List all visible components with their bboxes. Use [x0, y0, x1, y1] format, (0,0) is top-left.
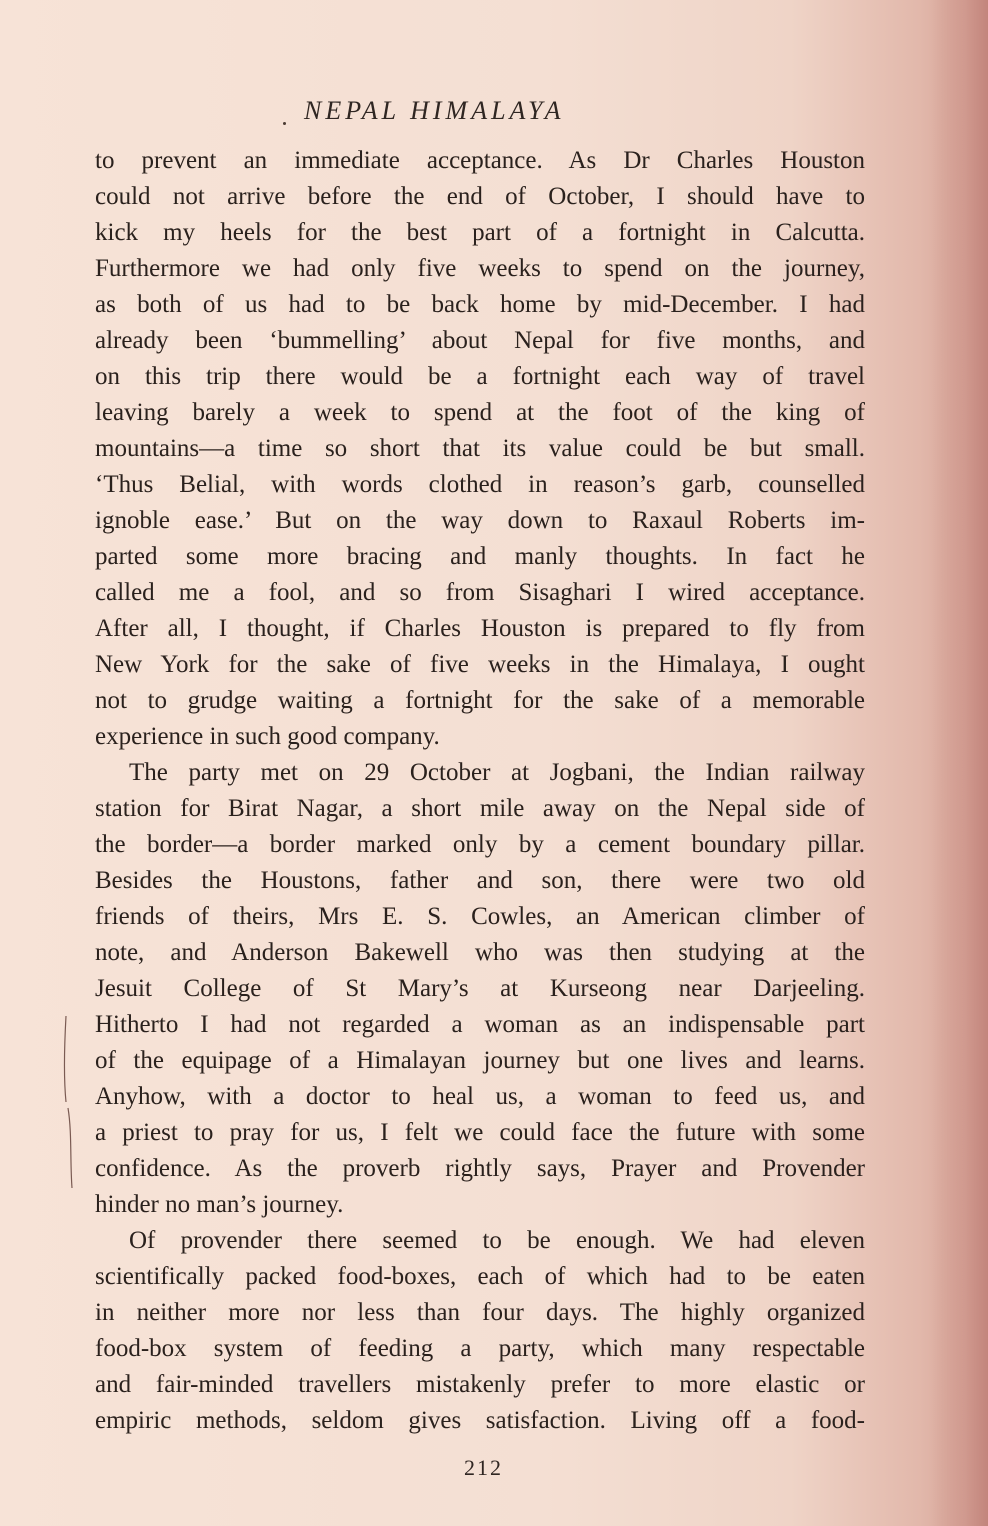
text-line: to prevent an immediate acceptance. As Dr Charles Houston — [95, 147, 865, 174]
text-line: ignoble ease.’ But on the way down to Raxaul Roberts im- — [95, 507, 865, 534]
page-gutter-shadow — [930, 0, 988, 1526]
text-line: not to grudge waiting a fortnight for the sake of a memorable — [95, 687, 865, 714]
text-line: parted some more bracing and manly thoughts. In fact he — [95, 543, 865, 570]
text-line: mountains—a time so short that its value could be but small. — [95, 435, 865, 462]
text-line: as both of us had to be back home by mid-December. I had — [95, 291, 865, 318]
body-text — [95, 143, 865, 1439]
text-line: food-box system of feeding a party, which many respectable — [95, 1335, 865, 1362]
text-line: Furthermore we had only five weeks to spend on the journey, — [95, 255, 865, 282]
paragraph-end-line: experience in such good company. — [95, 723, 440, 750]
text-line: Besides the Houstons, father and son, there were two old — [95, 867, 865, 894]
paragraph-end-line: hinder no man’s journey. — [95, 1191, 344, 1218]
page-number: 212 — [464, 1455, 503, 1480]
paragraph-start-line: The party met on 29 October at Jogbani, the Indian railway — [129, 759, 865, 786]
text-line: After all, I thought, if Charles Houston is prepared to fly from — [95, 615, 865, 642]
text-line: and fair-minded travellers mistakenly prefer to more elastic or — [95, 1371, 865, 1398]
text-line: a priest to pray for us, I felt we could face the future with some — [95, 1119, 865, 1146]
text-line: New York for the sake of five weeks in the Himalaya, I ought — [95, 651, 865, 678]
text-line: already been ‘bummelling’ about Nepal for five months, and — [95, 327, 865, 354]
text-line: leaving barely a week to spend at the foot of the king of — [95, 399, 865, 426]
text-line: scientifically packed food-boxes, each of which had to be eaten — [95, 1263, 865, 1290]
text-line: station for Birat Nagar, a short mile away on the Nepal side of — [95, 795, 865, 822]
text-line: in neither more nor less than four days. The highly organized — [95, 1299, 865, 1326]
text-line: empiric methods, seldom gives satisfaction. Living off a food- — [95, 1407, 865, 1434]
pencil-margin-mark — [58, 1012, 78, 1192]
text-line: Jesuit College of St Mary’s at Kurseong near Darjeeling. — [95, 975, 865, 1002]
text-line: friends of theirs, Mrs E. S. Cowles, an American climber of — [95, 903, 865, 930]
text-line: kick my heels for the best part of a fortnight in Calcutta. — [95, 219, 865, 246]
text-line: confidence. As the proverb rightly says, Prayer and Provender — [95, 1155, 865, 1182]
print-speck — [283, 122, 286, 125]
text-line: on this trip there would be a fortnight each way of travel — [95, 363, 865, 390]
text-line: ‘Thus Belial, with words clothed in reason’s garb, counselled — [95, 471, 865, 498]
text-line: note, and Anderson Bakewell who was then studying at the — [95, 939, 865, 966]
text-line: the border—a border marked only by a cement boundary pillar. — [95, 831, 865, 858]
text-line: Anyhow, with a doctor to heal us, a woman to feed us, and — [95, 1083, 865, 1110]
paragraph-start-line: Of provender there seemed to be enough. We had eleven — [129, 1227, 865, 1254]
text-line: could not arrive before the end of October, I should have to — [95, 183, 865, 210]
running-head: NEPAL HIMALAYA — [304, 96, 565, 125]
text-line: Hitherto I had not regarded a woman as an indispensable part — [95, 1011, 865, 1038]
text-line: called me a fool, and so from Sisaghari I wired acceptance. — [95, 579, 865, 606]
text-line: of the equipage of a Himalayan journey but one lives and learns. — [95, 1047, 865, 1074]
